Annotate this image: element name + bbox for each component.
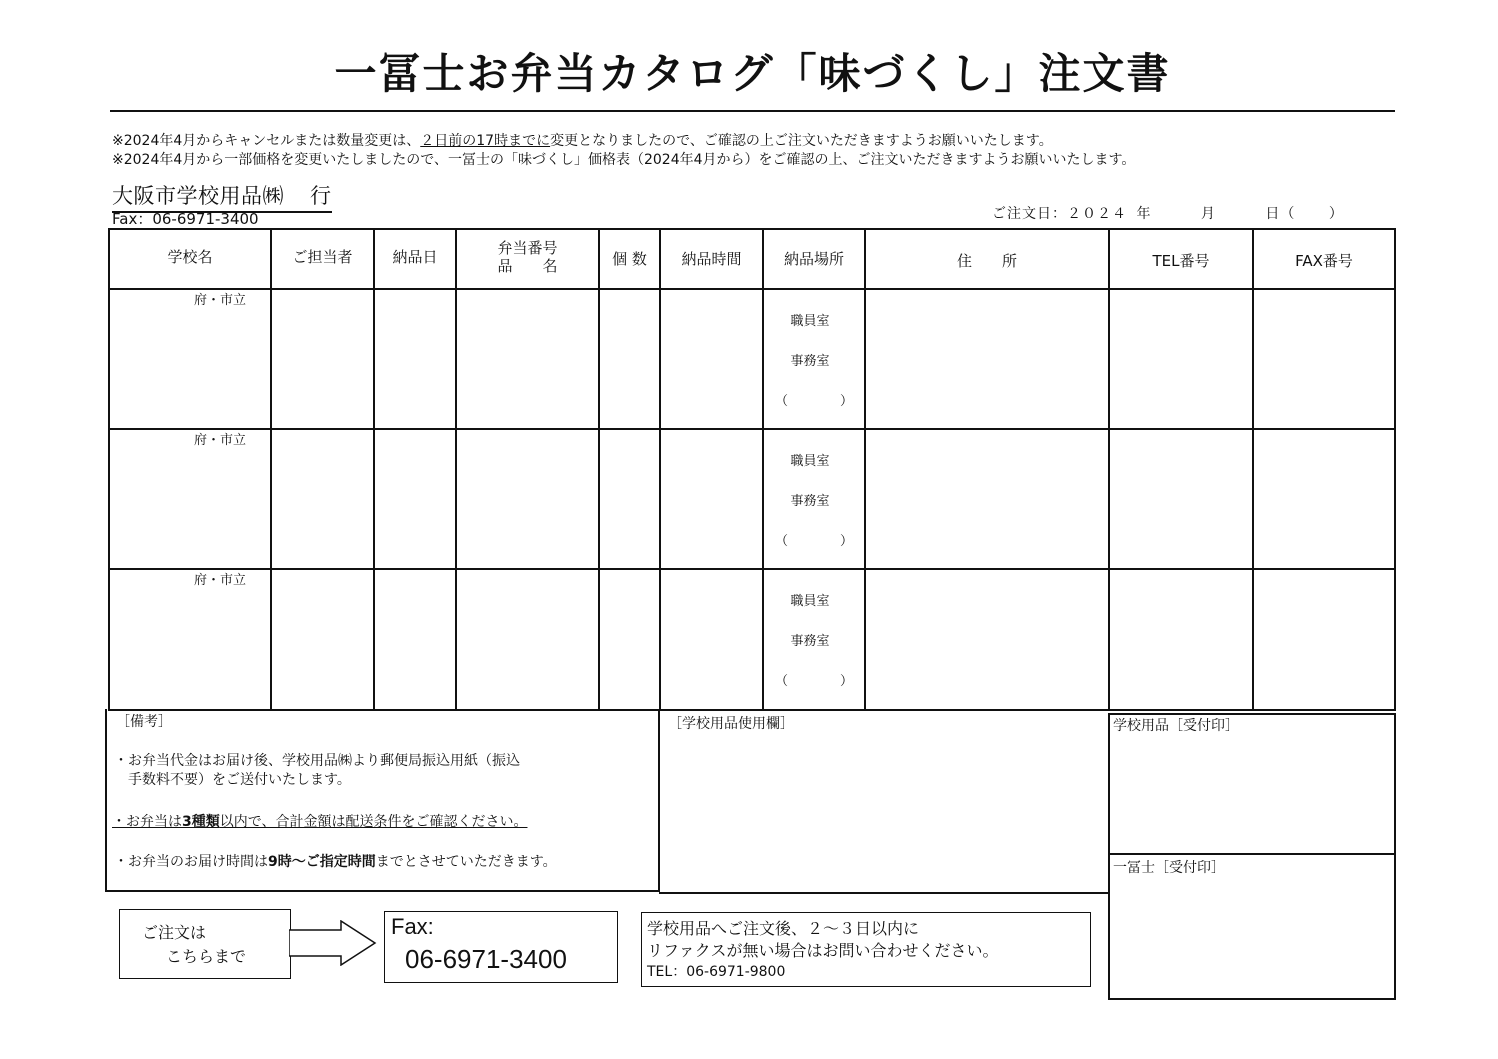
header-quantity: 個 数 [612,250,647,268]
notice-text: 変更となりましたので、ご確認の上ご注文いただきますようお願いいたします。 [550,133,1053,149]
header-bento [457,239,598,275]
notice-cancellation [112,133,1053,150]
order-date[interactable] [992,203,1344,223]
remark-payment-line2: 手数料不要）をご送付いたします。 [128,772,351,788]
order-date-day: 日（ [1265,206,1296,222]
header-address: 住 所 [956,252,1017,270]
order-date-close: ） [1328,206,1344,222]
fax-label: Fax: [391,914,434,939]
remarks-label: ［備考］ [116,714,172,730]
school-prefix: 府・市立 [193,573,246,588]
contact-note-line1: 学校用品へご注文後、２～３日以内に [647,919,920,938]
place-other: （ ） [774,534,853,549]
remark-text: ・お弁当のお届け時間は [114,854,268,870]
header-fax: FAX番号 [1295,252,1353,270]
contact-tel: TEL：06-6971-9800 [647,964,786,980]
place-other: （ ） [774,674,853,689]
addressee-suffix: 行 [310,184,332,208]
header-delivery-place: 納品場所 [783,250,844,268]
order-here-line2: こちらまで [166,947,247,966]
order-date-label: ご注文日：２０２４ [992,206,1127,222]
remark-text: ・お弁当は [112,814,182,830]
school-use-label: ［学校用品使用欄］ [668,716,794,732]
remark-delivery-time [114,853,557,872]
remark-emphasis: 3種類 [182,814,220,830]
notice-price-change [112,152,1135,169]
place-other: （ ） [774,394,853,409]
remark-emphasis: 9時～ご指定時間 [268,854,376,870]
fax-number-box [384,911,618,983]
addressee-name: 大阪市学校用品㈱ [112,184,284,208]
place-staff-room: 職員室 [790,314,830,329]
place-office: 事務室 [790,634,830,649]
order-here-box [119,909,291,979]
remark-text: 以内で、合計金額 [219,814,332,830]
page-title: 一冨士お弁当カタログ「味づくし」注文書 [334,49,1171,98]
header-contact: ご担当者 [292,248,353,266]
remark-text: は配送条件をご確認ください。 [331,814,528,830]
ichifuji-stamp-label: 一冨士［受付印］ [1113,860,1225,876]
place-staff-room: 職員室 [790,594,830,609]
order-date-year: 年 [1136,206,1152,222]
title-divider [110,110,1395,112]
notice-text: ※2024年4月から一部価格を変更いたしましたので、一冨士の「味づくし」価格表（2024年4月から）をご確認の上、ご注文いただきますようお願いいたします。 [112,152,1136,168]
addressee-fax: Fax：06-6971-3400 [112,210,259,228]
place-office: 事務室 [790,494,830,509]
remark-text: までとさせていただきます。 [375,854,557,870]
school-prefix: 府・市立 [193,433,246,448]
place-office: 事務室 [790,354,830,369]
school-stamp-label: 学校用品［受付印］ [1113,718,1239,734]
remark-payment-line1: ・お弁当代金はお届け後、学校用品㈱より郵便局振込用紙（振込 [114,753,520,769]
notice-deadline: ２日前の17時までに [420,133,551,149]
contact-note-line2: リファクスが無い場合はお問い合わせください。 [647,941,999,960]
remark-types-limit [112,813,527,832]
header-delivery-date: 納品日 [392,248,438,266]
header-delivery-time: 納品時間 [681,250,742,268]
school-prefix: 府・市立 [193,293,246,308]
place-staff-room: 職員室 [790,454,830,469]
header-tel: TEL番号 [1152,252,1210,270]
contact-note-box [641,912,1091,987]
header-bento-number: 弁当番号 [497,239,558,257]
order-here-line1: ご注文は [142,923,207,942]
arrow-right-icon [289,920,385,966]
order-date-month: 月 [1200,206,1216,222]
header-bento-name: 品 名 [497,257,558,275]
notice-text: ※2024年4月からキャンセルまたは数量変更は、 [112,133,421,149]
header-school: 学校名 [167,248,213,266]
fax-number: 06-6971-3400 [405,944,567,974]
